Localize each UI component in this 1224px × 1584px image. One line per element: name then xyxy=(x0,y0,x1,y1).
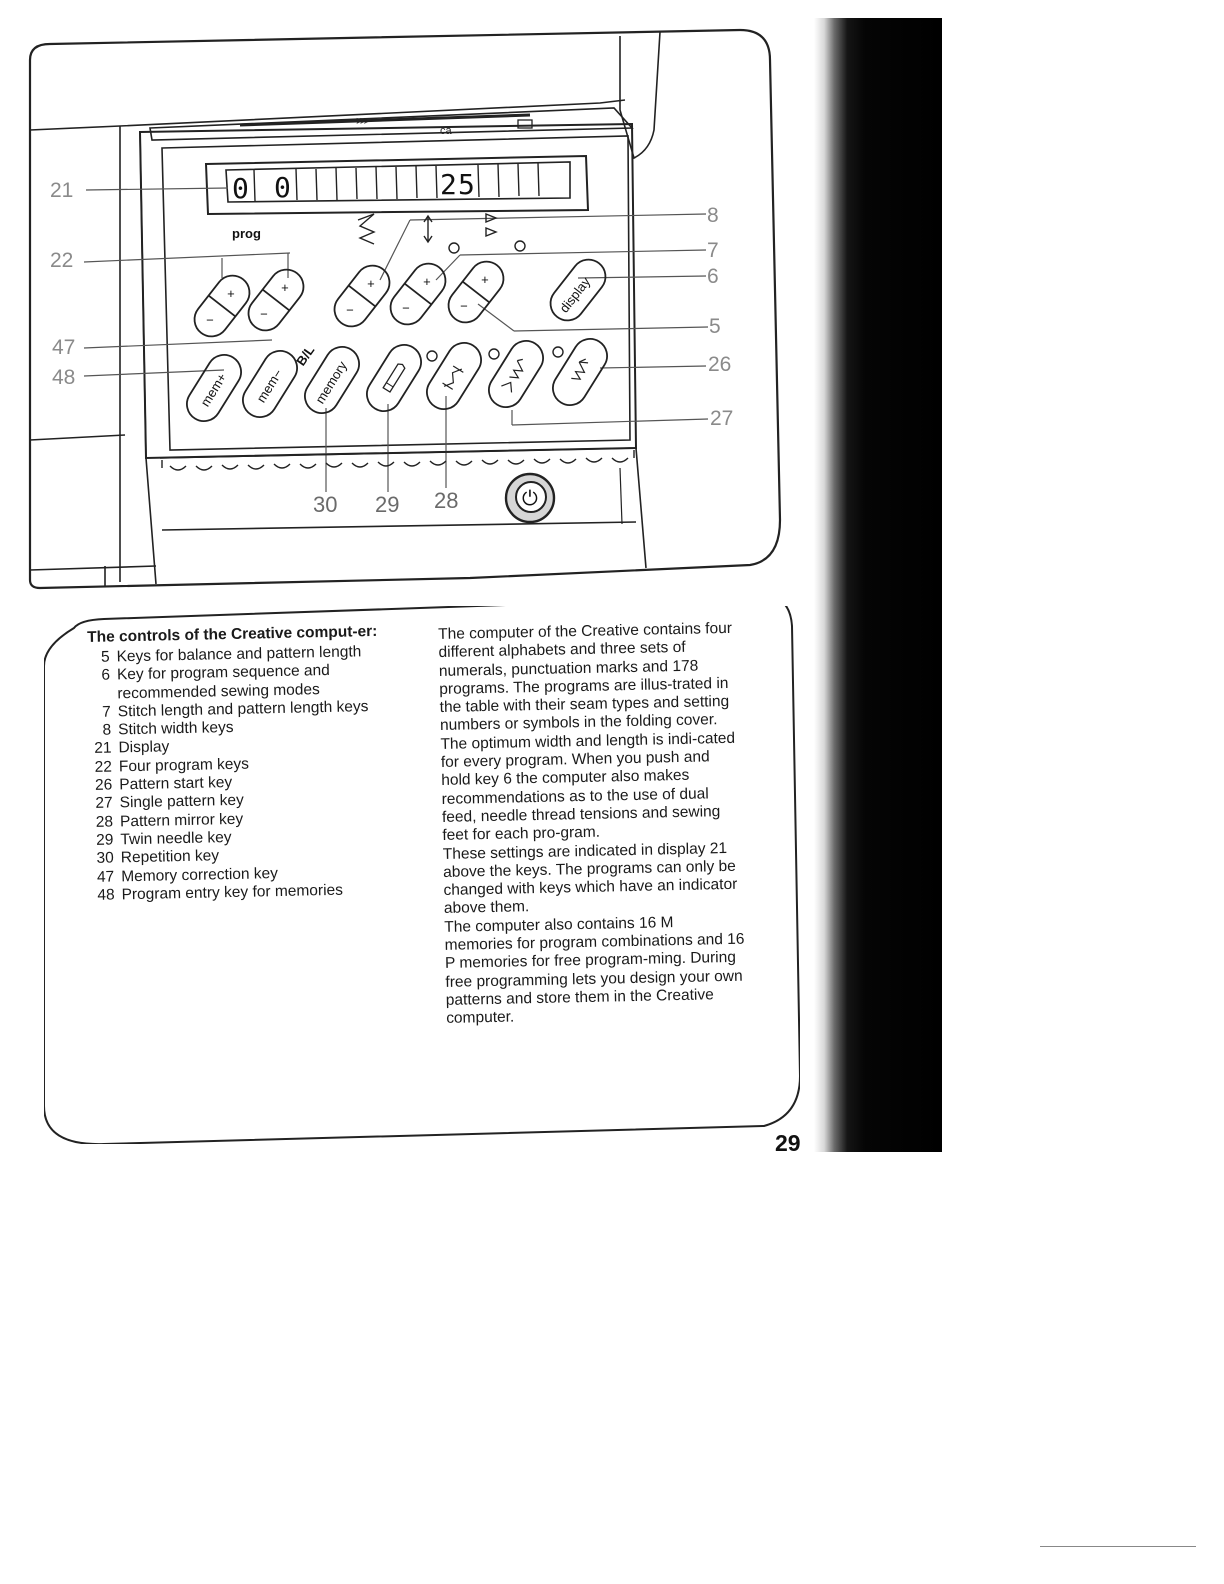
program-key-2[interactable] xyxy=(242,263,311,338)
svg-text:memory: memory xyxy=(312,358,350,407)
power-icon: ⏻ xyxy=(522,488,538,510)
stitch-length-key[interactable] xyxy=(384,257,453,332)
svg-text:+: + xyxy=(423,273,431,289)
svg-text:mem−: mem− xyxy=(253,366,286,406)
list-item: 29 Twin needle key xyxy=(96,828,232,849)
list-item: 5 Keys for balance and pattern length xyxy=(100,643,362,666)
svg-text:−: − xyxy=(260,306,268,322)
description-paragraph-1: The computer of the Creative contains four different alphabets and three sets of numerals, punctuation marks and 178 programs. The programs are illus-trated in the table with their seam types and setting numbers or symbols in the folding cover. xyxy=(438,619,733,735)
single-pattern-key[interactable] xyxy=(483,334,550,413)
list-item: 22 Four program keys xyxy=(94,755,250,776)
control-panel-diagram xyxy=(0,0,1224,600)
svg-text:−: − xyxy=(460,298,468,314)
callout-27: 27 xyxy=(710,407,734,430)
list-item: 47 Memory correction key xyxy=(96,864,279,886)
callout-30: 30 xyxy=(313,492,338,517)
controls-heading: The controls of the Creative comput-er: xyxy=(87,622,378,646)
list-item: 48 Program entry key for memories xyxy=(97,881,344,904)
callout-8: 8 xyxy=(707,204,719,227)
balance-key[interactable] xyxy=(442,255,511,330)
list-item: 26 Pattern start key xyxy=(94,774,233,794)
callout-47: 47 xyxy=(52,336,76,359)
twin-needle-key[interactable] xyxy=(361,338,428,417)
svg-text:+: + xyxy=(367,275,375,291)
svg-text:display: display xyxy=(556,274,594,316)
list-item: 21 Display xyxy=(94,738,170,758)
callout-21: 21 xyxy=(50,179,74,202)
svg-text:+: + xyxy=(481,271,489,287)
svg-text:+: + xyxy=(227,285,235,301)
list-item: 8 Stitch width keys xyxy=(102,719,234,739)
footer-rule xyxy=(1040,1546,1196,1547)
controls-list xyxy=(87,643,392,905)
callout-28: 28 xyxy=(434,488,459,513)
list-item: 28 Pattern mirror key xyxy=(95,810,244,831)
display-digit-4: 5 xyxy=(458,168,475,201)
callout-22: 22 xyxy=(50,249,74,272)
svg-text:−: − xyxy=(346,302,354,318)
page-number: 29 xyxy=(775,1130,801,1156)
list-item: 27 Single pattern key xyxy=(95,792,244,813)
display-key[interactable] xyxy=(544,253,613,328)
svg-text:+: + xyxy=(281,279,289,295)
list-item: 30 Repetition key xyxy=(96,847,220,868)
callout-29: 29 xyxy=(375,492,400,517)
callout-7: 7 xyxy=(707,239,719,262)
stitch-width-key[interactable] xyxy=(328,259,397,334)
display-digit-2: 0 xyxy=(274,171,291,204)
display-digit-3: 2 xyxy=(440,168,457,201)
prog-label: prog xyxy=(232,226,261,241)
svg-text:−: − xyxy=(206,312,214,328)
callout-26: 26 xyxy=(708,353,732,376)
pattern-start-key[interactable] xyxy=(547,332,614,411)
display-digit-1: 0 xyxy=(232,172,249,205)
mem-minus-key[interactable] xyxy=(237,344,304,423)
svg-text:−: − xyxy=(402,300,410,316)
pattern-mirror-key[interactable] xyxy=(421,336,488,415)
description-paragraph-4: The computer also contains 16 M memories for program combinations and 16 P memories for free program-ming. During free programming lets you design your own patterns and store them in the Creative computer. xyxy=(444,913,745,1028)
callout-6: 6 xyxy=(707,265,719,288)
callout-5: 5 xyxy=(709,315,721,338)
controls-list-section xyxy=(87,622,393,905)
list-item: 6 Key for program sequence and recommended sewing modes xyxy=(101,662,330,702)
description-section xyxy=(438,620,746,1029)
program-key-1[interactable] xyxy=(188,269,257,344)
bl-label: B/L xyxy=(293,342,318,369)
description-paragraph-3: These settings are indicated in display 21 above the keys. The programs can only be changed with keys which have an indicator above them. xyxy=(442,839,738,918)
callout-48: 48 xyxy=(52,366,76,389)
power-switch[interactable] xyxy=(506,474,554,522)
svg-text:⋙: ⋙ xyxy=(356,116,371,127)
svg-text:mem+: mem+ xyxy=(197,370,230,410)
list-item: 7 Stitch length and pattern length keys xyxy=(101,698,369,721)
description-paragraph-2: The optimum width and length is indi-cated for every program. When you push and hold key 6 the computer also makes recommendations as to the use of dual feed, needle thread tensions and sewing feet for each pro-gram. xyxy=(440,729,736,845)
mem-plus-key[interactable] xyxy=(181,348,248,427)
svg-text:ca: ca xyxy=(440,125,452,137)
